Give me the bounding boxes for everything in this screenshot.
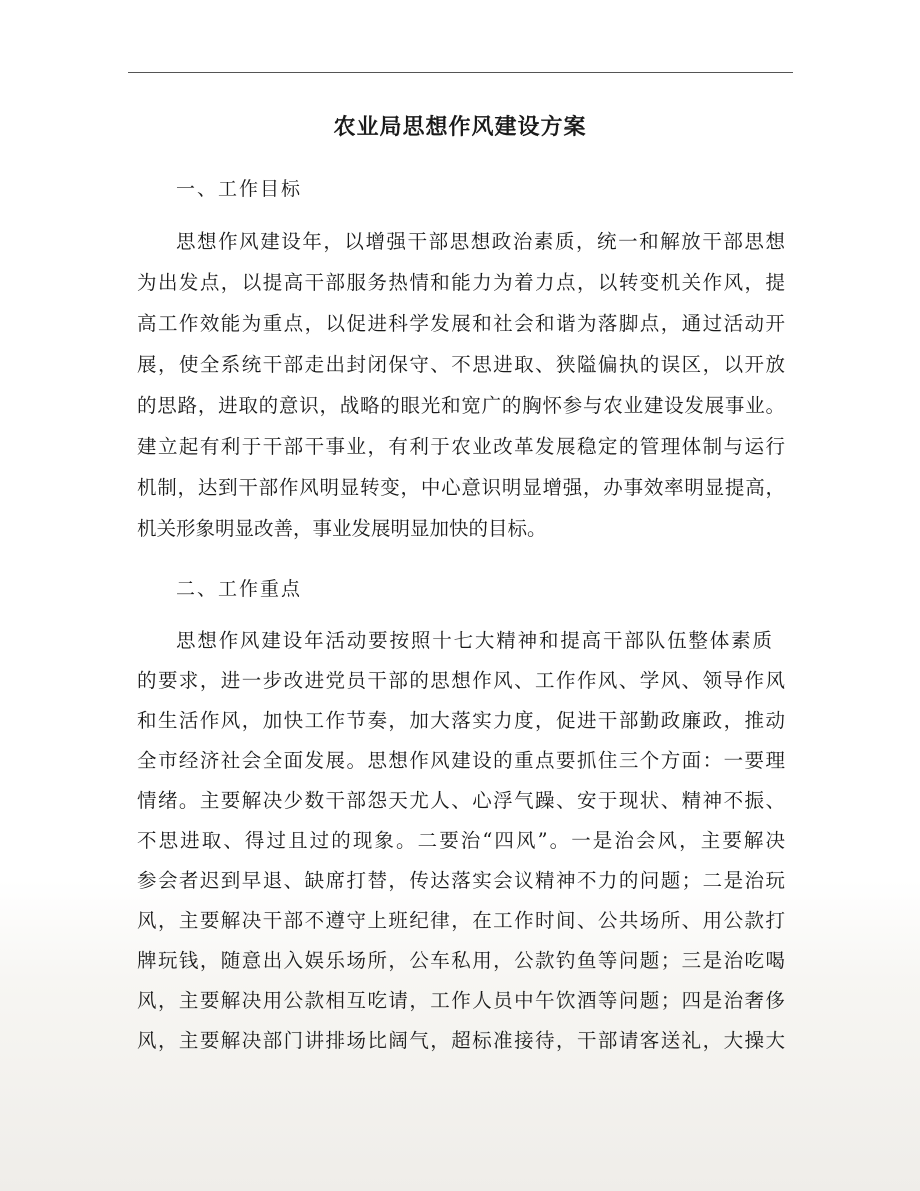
paragraph-line: 思想作风建设年活动要按照十七大精神和提高干部队伍整体素质: [176, 629, 772, 652]
paragraph-line: 风，主要解决干部不遵守上班纪律，在工作时间、公共场所、用公款打: [137, 909, 785, 932]
paragraph-line: 情绪。主要解决少数干部怨天尤人、心浮气躁、安于现状、精神不振、: [137, 789, 785, 812]
header-rule: [128, 72, 793, 73]
paragraph-line: 展，使全系统干部走出封闭保守、不思进取、狭隘偏执的误区，以开放: [137, 353, 785, 376]
paragraph-line: 参会者迟到早退、缺席打替，传达落实会议精神不力的问题；二是治玩: [137, 869, 785, 892]
paragraph-line: 全市经济社会全面发展。思想作风建设的重点要抓住三个方面：一要理: [137, 749, 785, 772]
section-heading-priorities: 二、工作重点: [176, 578, 303, 600]
paragraph-line: 机制，达到干部作风明显转变，中心意识明显增强，办事效率明显提高，: [137, 476, 785, 499]
paragraph-line: 思想作风建设年，以增强干部思想政治素质，统一和解放干部思想: [176, 230, 785, 253]
paragraph-line: 的要求，进一步改进党员干部的思想作风、工作作风、学风、领导作风: [137, 669, 785, 692]
document-title: 农业局思想作风建设方案: [333, 114, 587, 140]
paragraph-line: 为出发点，以提高干部服务热情和能力为着力点，以转变机关作风，提: [137, 271, 785, 294]
section-heading-goals: 一、工作目标: [176, 178, 303, 200]
paragraph-line: 风，主要解决用公款相互吃请，工作人员中午饮酒等问题；四是治奢侈: [137, 989, 785, 1012]
paragraph-line: 建立起有利于干部干事业，有利于农业改革发展稳定的管理体制与运行: [137, 435, 785, 458]
paragraph-line: 不思进取、得过且过的现象。二要治“四风”。一是治会风，主要解决: [137, 829, 785, 852]
paragraph-line: 风，主要解决部门讲排场比阔气，超标准接待，干部请客送礼，大操大: [137, 1029, 785, 1052]
paragraph-line: 的思路，进取的意识，战略的眼光和宽广的胸怀参与农业建设发展事业。: [137, 394, 785, 417]
paragraph-line: 机关形象明显改善，事业发展明显加快的目标。: [137, 517, 547, 540]
paragraph-line: 高工作效能为重点，以促进科学发展和社会和谐为落脚点，通过活动开: [137, 312, 785, 335]
paragraph-line: 和生活作风，加快工作节奏，加大落实力度，促进干部勤政廉政，推动: [137, 709, 785, 732]
paragraph-line: 牌玩钱，随意出入娱乐场所，公车私用，公款钓鱼等问题；三是治吃喝: [137, 949, 785, 972]
